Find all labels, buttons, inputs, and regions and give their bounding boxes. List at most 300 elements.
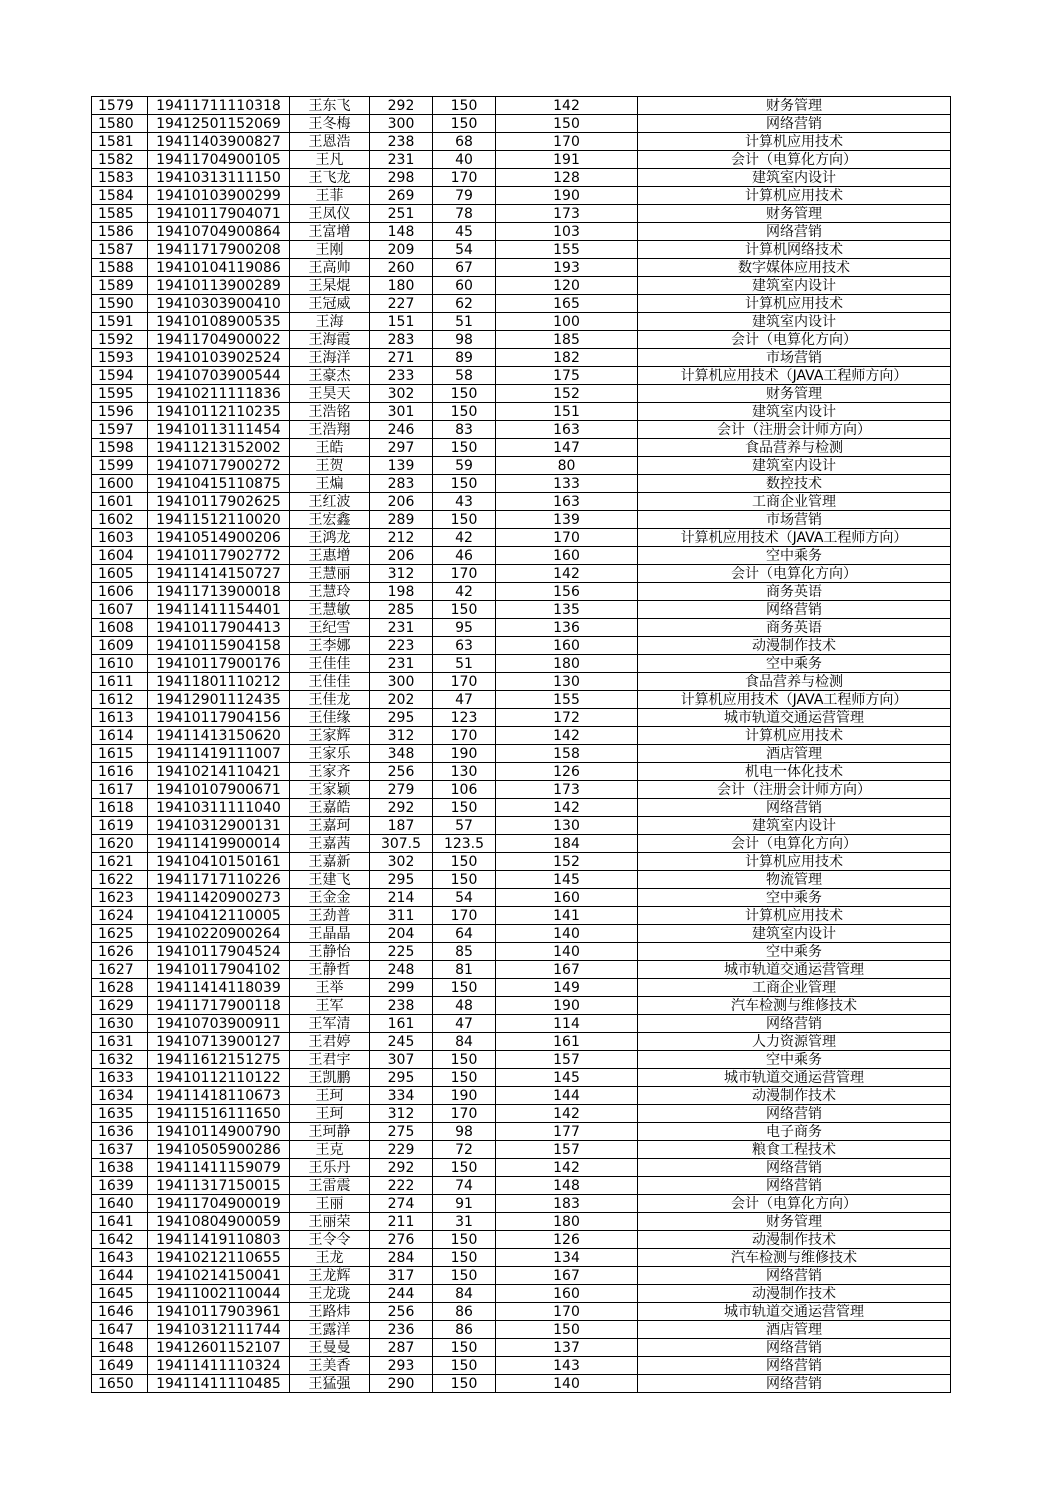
row-number-cell: 1621 [92,853,148,871]
table-row [92,511,951,529]
name-cell: 王慧敏 [290,601,370,619]
row-number-cell: 1641 [92,1213,148,1231]
name-cell: 王静哲 [290,961,370,979]
total-score-cell: 269 [370,187,433,205]
bonus-score-cell: 95 [433,619,496,637]
name-cell: 王珂静 [290,1123,370,1141]
table-row [92,727,951,745]
major-cell: 酒店管理 [638,1321,951,1339]
bonus-score-cell: 150 [433,853,496,871]
exam-id-cell: 19410713900127 [148,1033,290,1051]
exam-id-cell: 19411413150620 [148,727,290,745]
bonus-score-cell: 150 [433,403,496,421]
row-number-cell: 1619 [92,817,148,835]
major-cell: 网络营销 [638,1105,951,1123]
exam-score-cell: 172 [496,709,638,727]
total-score-cell: 307 [370,1051,433,1069]
row-number-cell: 1595 [92,385,148,403]
row-number-cell: 1610 [92,655,148,673]
major-cell: 会计（电算化方向） [638,835,951,853]
exam-score-cell: 157 [496,1141,638,1159]
row-number-cell: 1646 [92,1303,148,1321]
major-cell: 计算机应用技术 [638,133,951,151]
exam-id-cell: 19410117902772 [148,547,290,565]
exam-score-cell: 149 [496,979,638,997]
major-cell: 机电一体化技术 [638,763,951,781]
name-cell: 王乐丹 [290,1159,370,1177]
name-cell: 王纪雪 [290,619,370,637]
exam-score-cell: 148 [496,1177,638,1195]
row-number-cell: 1583 [92,169,148,187]
bonus-score-cell: 43 [433,493,496,511]
row-number-cell: 1626 [92,943,148,961]
bonus-score-cell: 150 [433,1357,496,1375]
total-score-cell: 206 [370,547,433,565]
bonus-score-cell: 68 [433,133,496,151]
exam-id-cell: 19410220900264 [148,925,290,943]
table-row [92,601,951,619]
row-number-cell: 1589 [92,277,148,295]
exam-id-cell: 19410412110005 [148,907,290,925]
row-number-cell: 1627 [92,961,148,979]
exam-score-cell: 126 [496,1231,638,1249]
total-score-cell: 307.5 [370,835,433,853]
exam-score-cell: 134 [496,1249,638,1267]
row-number-cell: 1613 [92,709,148,727]
name-cell: 王凡 [290,151,370,169]
table-row [92,1051,951,1069]
total-score-cell: 256 [370,763,433,781]
exam-id-cell: 19410415110875 [148,475,290,493]
row-number-cell: 1587 [92,241,148,259]
exam-score-cell: 100 [496,313,638,331]
row-number-cell: 1582 [92,151,148,169]
name-cell: 王丽荣 [290,1213,370,1231]
bonus-score-cell: 150 [433,439,496,457]
bonus-score-cell: 62 [433,295,496,313]
name-cell: 王佳缘 [290,709,370,727]
exam-id-cell: 19410108900535 [148,313,290,331]
exam-id-cell: 19410703900911 [148,1015,290,1033]
exam-id-cell: 19411414118039 [148,979,290,997]
table-row [92,205,951,223]
name-cell: 王金金 [290,889,370,907]
major-cell: 会计（电算化方向） [638,565,951,583]
table-row [92,943,951,961]
total-score-cell: 187 [370,817,433,835]
table-row [92,1033,951,1051]
table-row [92,799,951,817]
name-cell: 王美香 [290,1357,370,1375]
bonus-score-cell: 89 [433,349,496,367]
total-score-cell: 275 [370,1123,433,1141]
row-number-cell: 1606 [92,583,148,601]
major-cell: 建筑室内设计 [638,457,951,475]
table-row [92,745,951,763]
name-cell: 王慧丽 [290,565,370,583]
exam-score-cell: 114 [496,1015,638,1033]
table-row [92,655,951,673]
name-cell: 王宏鑫 [290,511,370,529]
total-score-cell: 292 [370,97,433,115]
exam-score-cell: 183 [496,1195,638,1213]
name-cell: 王嘉皓 [290,799,370,817]
exam-id-cell: 19411317150015 [148,1177,290,1195]
row-number-cell: 1630 [92,1015,148,1033]
exam-score-cell: 160 [496,637,638,655]
table-row [92,583,951,601]
exam-id-cell: 19411717110226 [148,871,290,889]
exam-score-cell: 160 [496,889,638,907]
exam-id-cell: 19410107900671 [148,781,290,799]
exam-score-cell: 140 [496,925,638,943]
major-cell: 空中乘务 [638,889,951,907]
row-number-cell: 1614 [92,727,148,745]
total-score-cell: 251 [370,205,433,223]
table-row [92,1285,951,1303]
bonus-score-cell: 190 [433,745,496,763]
total-score-cell: 139 [370,457,433,475]
bonus-score-cell: 150 [433,601,496,619]
name-cell: 王佳龙 [290,691,370,709]
row-number-cell: 1602 [92,511,148,529]
table-row [92,1249,951,1267]
exam-score-cell: 130 [496,673,638,691]
major-cell: 工商企业管理 [638,493,951,511]
row-number-cell: 1644 [92,1267,148,1285]
bonus-score-cell: 42 [433,583,496,601]
name-cell: 王海 [290,313,370,331]
name-cell: 王龙 [290,1249,370,1267]
major-cell: 食品营养与检测 [638,439,951,457]
table-row [92,1213,951,1231]
bonus-score-cell: 47 [433,1015,496,1033]
total-score-cell: 295 [370,871,433,889]
row-number-cell: 1591 [92,313,148,331]
total-score-cell: 300 [370,673,433,691]
exam-score-cell: 170 [496,133,638,151]
major-cell: 网络营销 [638,1339,951,1357]
exam-id-cell: 19411411110485 [148,1375,290,1393]
name-cell: 王李娜 [290,637,370,655]
bonus-score-cell: 48 [433,997,496,1015]
bonus-score-cell: 86 [433,1303,496,1321]
exam-id-cell: 19410303900410 [148,295,290,313]
bonus-score-cell: 72 [433,1141,496,1159]
row-number-cell: 1607 [92,601,148,619]
total-score-cell: 293 [370,1357,433,1375]
bonus-score-cell: 150 [433,1231,496,1249]
bonus-score-cell: 130 [433,763,496,781]
table-row [92,493,951,511]
exam-id-cell: 19410311111040 [148,799,290,817]
name-cell: 王龙辉 [290,1267,370,1285]
major-cell: 计算机应用技术 [638,727,951,745]
row-number-cell: 1584 [92,187,148,205]
row-number-cell: 1580 [92,115,148,133]
exam-score-cell: 137 [496,1339,638,1357]
table-row [92,439,951,457]
table-row [92,475,951,493]
exam-score-cell: 144 [496,1087,638,1105]
bonus-score-cell: 150 [433,97,496,115]
name-cell: 王雷震 [290,1177,370,1195]
exam-score-cell: 135 [496,601,638,619]
table-row [92,907,951,925]
table-row [92,1375,951,1393]
row-number-cell: 1594 [92,367,148,385]
total-score-cell: 279 [370,781,433,799]
name-cell: 王凯鹏 [290,1069,370,1087]
total-score-cell: 334 [370,1087,433,1105]
name-cell: 王海霞 [290,331,370,349]
total-score-cell: 148 [370,223,433,241]
name-cell: 王高帅 [290,259,370,277]
bonus-score-cell: 54 [433,241,496,259]
table-row [92,457,951,475]
exam-id-cell: 19410505900286 [148,1141,290,1159]
row-number-cell: 1603 [92,529,148,547]
total-score-cell: 312 [370,727,433,745]
table-row [92,223,951,241]
major-cell: 网络营销 [638,1159,951,1177]
table-row [92,241,951,259]
exam-score-cell: 182 [496,349,638,367]
bonus-score-cell: 170 [433,673,496,691]
table-row [92,961,951,979]
bonus-score-cell: 54 [433,889,496,907]
total-score-cell: 312 [370,565,433,583]
total-score-cell: 180 [370,277,433,295]
bonus-score-cell: 91 [433,1195,496,1213]
major-cell: 动漫制作技术 [638,1087,951,1105]
exam-score-cell: 184 [496,835,638,853]
total-score-cell: 244 [370,1285,433,1303]
exam-score-cell: 173 [496,781,638,799]
exam-id-cell: 19412501152069 [148,115,290,133]
total-score-cell: 274 [370,1195,433,1213]
major-cell: 市场营销 [638,511,951,529]
major-cell: 财务管理 [638,385,951,403]
row-number-cell: 1597 [92,421,148,439]
name-cell: 王丽 [290,1195,370,1213]
exam-score-cell: 158 [496,745,638,763]
table-row [92,277,951,295]
bonus-score-cell: 74 [433,1177,496,1195]
bonus-score-cell: 31 [433,1213,496,1231]
name-cell: 王嘉珂 [290,817,370,835]
exam-id-cell: 19410214110421 [148,763,290,781]
row-number-cell: 1598 [92,439,148,457]
major-cell: 电子商务 [638,1123,951,1141]
major-cell: 会计（电算化方向） [638,1195,951,1213]
table-row [92,1195,951,1213]
name-cell: 王克 [290,1141,370,1159]
exam-score-cell: 180 [496,655,638,673]
exam-id-cell: 19410212110655 [148,1249,290,1267]
exam-score-cell: 145 [496,1069,638,1087]
name-cell: 王恩浩 [290,133,370,151]
row-number-cell: 1586 [92,223,148,241]
exam-id-cell: 19410717900272 [148,457,290,475]
table-row [92,1357,951,1375]
row-number-cell: 1634 [92,1087,148,1105]
bonus-score-cell: 60 [433,277,496,295]
row-number-cell: 1622 [92,871,148,889]
major-cell: 城市轨道交通运营管理 [638,1069,951,1087]
bonus-score-cell: 170 [433,907,496,925]
total-score-cell: 202 [370,691,433,709]
exam-id-cell: 19412601152107 [148,1339,290,1357]
exam-id-cell: 19411418110673 [148,1087,290,1105]
total-score-cell: 290 [370,1375,433,1393]
table-row [92,1141,951,1159]
row-number-cell: 1617 [92,781,148,799]
table-row [92,313,951,331]
table-row [92,853,951,871]
exam-score-cell: 160 [496,1285,638,1303]
bonus-score-cell: 45 [433,223,496,241]
exam-id-cell: 19411414150727 [148,565,290,583]
row-number-cell: 1609 [92,637,148,655]
exam-score-cell: 163 [496,493,638,511]
exam-id-cell: 19410117904413 [148,619,290,637]
major-cell: 人力资源管理 [638,1033,951,1051]
name-cell: 王举 [290,979,370,997]
exam-id-cell: 19410103902524 [148,349,290,367]
major-cell: 汽车检测与维修技术 [638,997,951,1015]
name-cell: 王东飞 [290,97,370,115]
major-cell: 汽车检测与维修技术 [638,1249,951,1267]
exam-id-cell: 19410704900864 [148,223,290,241]
exam-score-cell: 165 [496,295,638,313]
total-score-cell: 151 [370,313,433,331]
table-row [92,997,951,1015]
row-number-cell: 1601 [92,493,148,511]
exam-id-cell: 19411213152002 [148,439,290,457]
row-number-cell: 1611 [92,673,148,691]
exam-score-cell: 157 [496,1051,638,1069]
total-score-cell: 283 [370,475,433,493]
exam-score-cell: 142 [496,1159,638,1177]
total-score-cell: 287 [370,1339,433,1357]
major-cell: 网络营销 [638,799,951,817]
total-score-cell: 311 [370,907,433,925]
exam-score-cell: 133 [496,475,638,493]
bonus-score-cell: 150 [433,385,496,403]
bonus-score-cell: 78 [433,205,496,223]
table-row [92,403,951,421]
total-score-cell: 276 [370,1231,433,1249]
table-row [92,709,951,727]
exam-id-cell: 19410703900544 [148,367,290,385]
table-row [92,835,951,853]
table-row [92,1105,951,1123]
major-cell: 网络营销 [638,1375,951,1393]
bonus-score-cell: 47 [433,691,496,709]
major-cell: 计算机应用技术（JAVA工程师方向） [638,367,951,385]
row-number-cell: 1596 [92,403,148,421]
name-cell: 王鸿龙 [290,529,370,547]
row-number-cell: 1600 [92,475,148,493]
name-cell: 王贺 [290,457,370,475]
major-cell: 城市轨道交通运营管理 [638,961,951,979]
row-number-cell: 1592 [92,331,148,349]
major-cell: 会计（电算化方向） [638,151,951,169]
major-cell: 计算机应用技术 [638,295,951,313]
name-cell: 王慧玲 [290,583,370,601]
major-cell: 财务管理 [638,205,951,223]
exam-id-cell: 19411717900118 [148,997,290,1015]
row-number-cell: 1648 [92,1339,148,1357]
exam-score-cell: 120 [496,277,638,295]
total-score-cell: 283 [370,331,433,349]
name-cell: 王君婷 [290,1033,370,1051]
major-cell: 建筑室内设计 [638,925,951,943]
exam-id-cell: 19410804900059 [148,1213,290,1231]
table-row [92,979,951,997]
exam-id-cell: 19410514900206 [148,529,290,547]
name-cell: 王路炜 [290,1303,370,1321]
bonus-score-cell: 170 [433,1105,496,1123]
exam-score-cell: 193 [496,259,638,277]
total-score-cell: 238 [370,997,433,1015]
table-row [92,1231,951,1249]
table-row [92,169,951,187]
table-row [92,691,951,709]
row-number-cell: 1631 [92,1033,148,1051]
row-number-cell: 1645 [92,1285,148,1303]
name-cell: 王珂 [290,1087,370,1105]
major-cell: 酒店管理 [638,745,951,763]
exam-score-cell: 126 [496,763,638,781]
row-number-cell: 1625 [92,925,148,943]
exam-id-cell: 19410117904102 [148,961,290,979]
exam-score-cell: 141 [496,907,638,925]
table-row [92,1087,951,1105]
bonus-score-cell: 150 [433,1267,496,1285]
exam-id-cell: 19411717900208 [148,241,290,259]
major-cell: 计算机应用技术 [638,187,951,205]
major-cell: 工商企业管理 [638,979,951,997]
bonus-score-cell: 150 [433,1051,496,1069]
row-number-cell: 1588 [92,259,148,277]
total-score-cell: 300 [370,115,433,133]
row-number-cell: 1604 [92,547,148,565]
major-cell: 计算机应用技术 [638,853,951,871]
major-cell: 会计（电算化方向） [638,331,951,349]
total-score-cell: 238 [370,133,433,151]
exam-id-cell: 19410312111744 [148,1321,290,1339]
table-row [92,1177,951,1195]
total-score-cell: 297 [370,439,433,457]
bonus-score-cell: 123.5 [433,835,496,853]
exam-score-cell: 142 [496,97,638,115]
major-cell: 建筑室内设计 [638,313,951,331]
row-number-cell: 1640 [92,1195,148,1213]
total-score-cell: 222 [370,1177,433,1195]
exam-score-cell: 139 [496,511,638,529]
name-cell: 王惠增 [290,547,370,565]
row-number-cell: 1599 [92,457,148,475]
exam-id-cell: 19411411110324 [148,1357,290,1375]
bonus-score-cell: 170 [433,565,496,583]
table-row [92,925,951,943]
table-row [92,421,951,439]
total-score-cell: 271 [370,349,433,367]
total-score-cell: 231 [370,619,433,637]
row-number-cell: 1633 [92,1069,148,1087]
